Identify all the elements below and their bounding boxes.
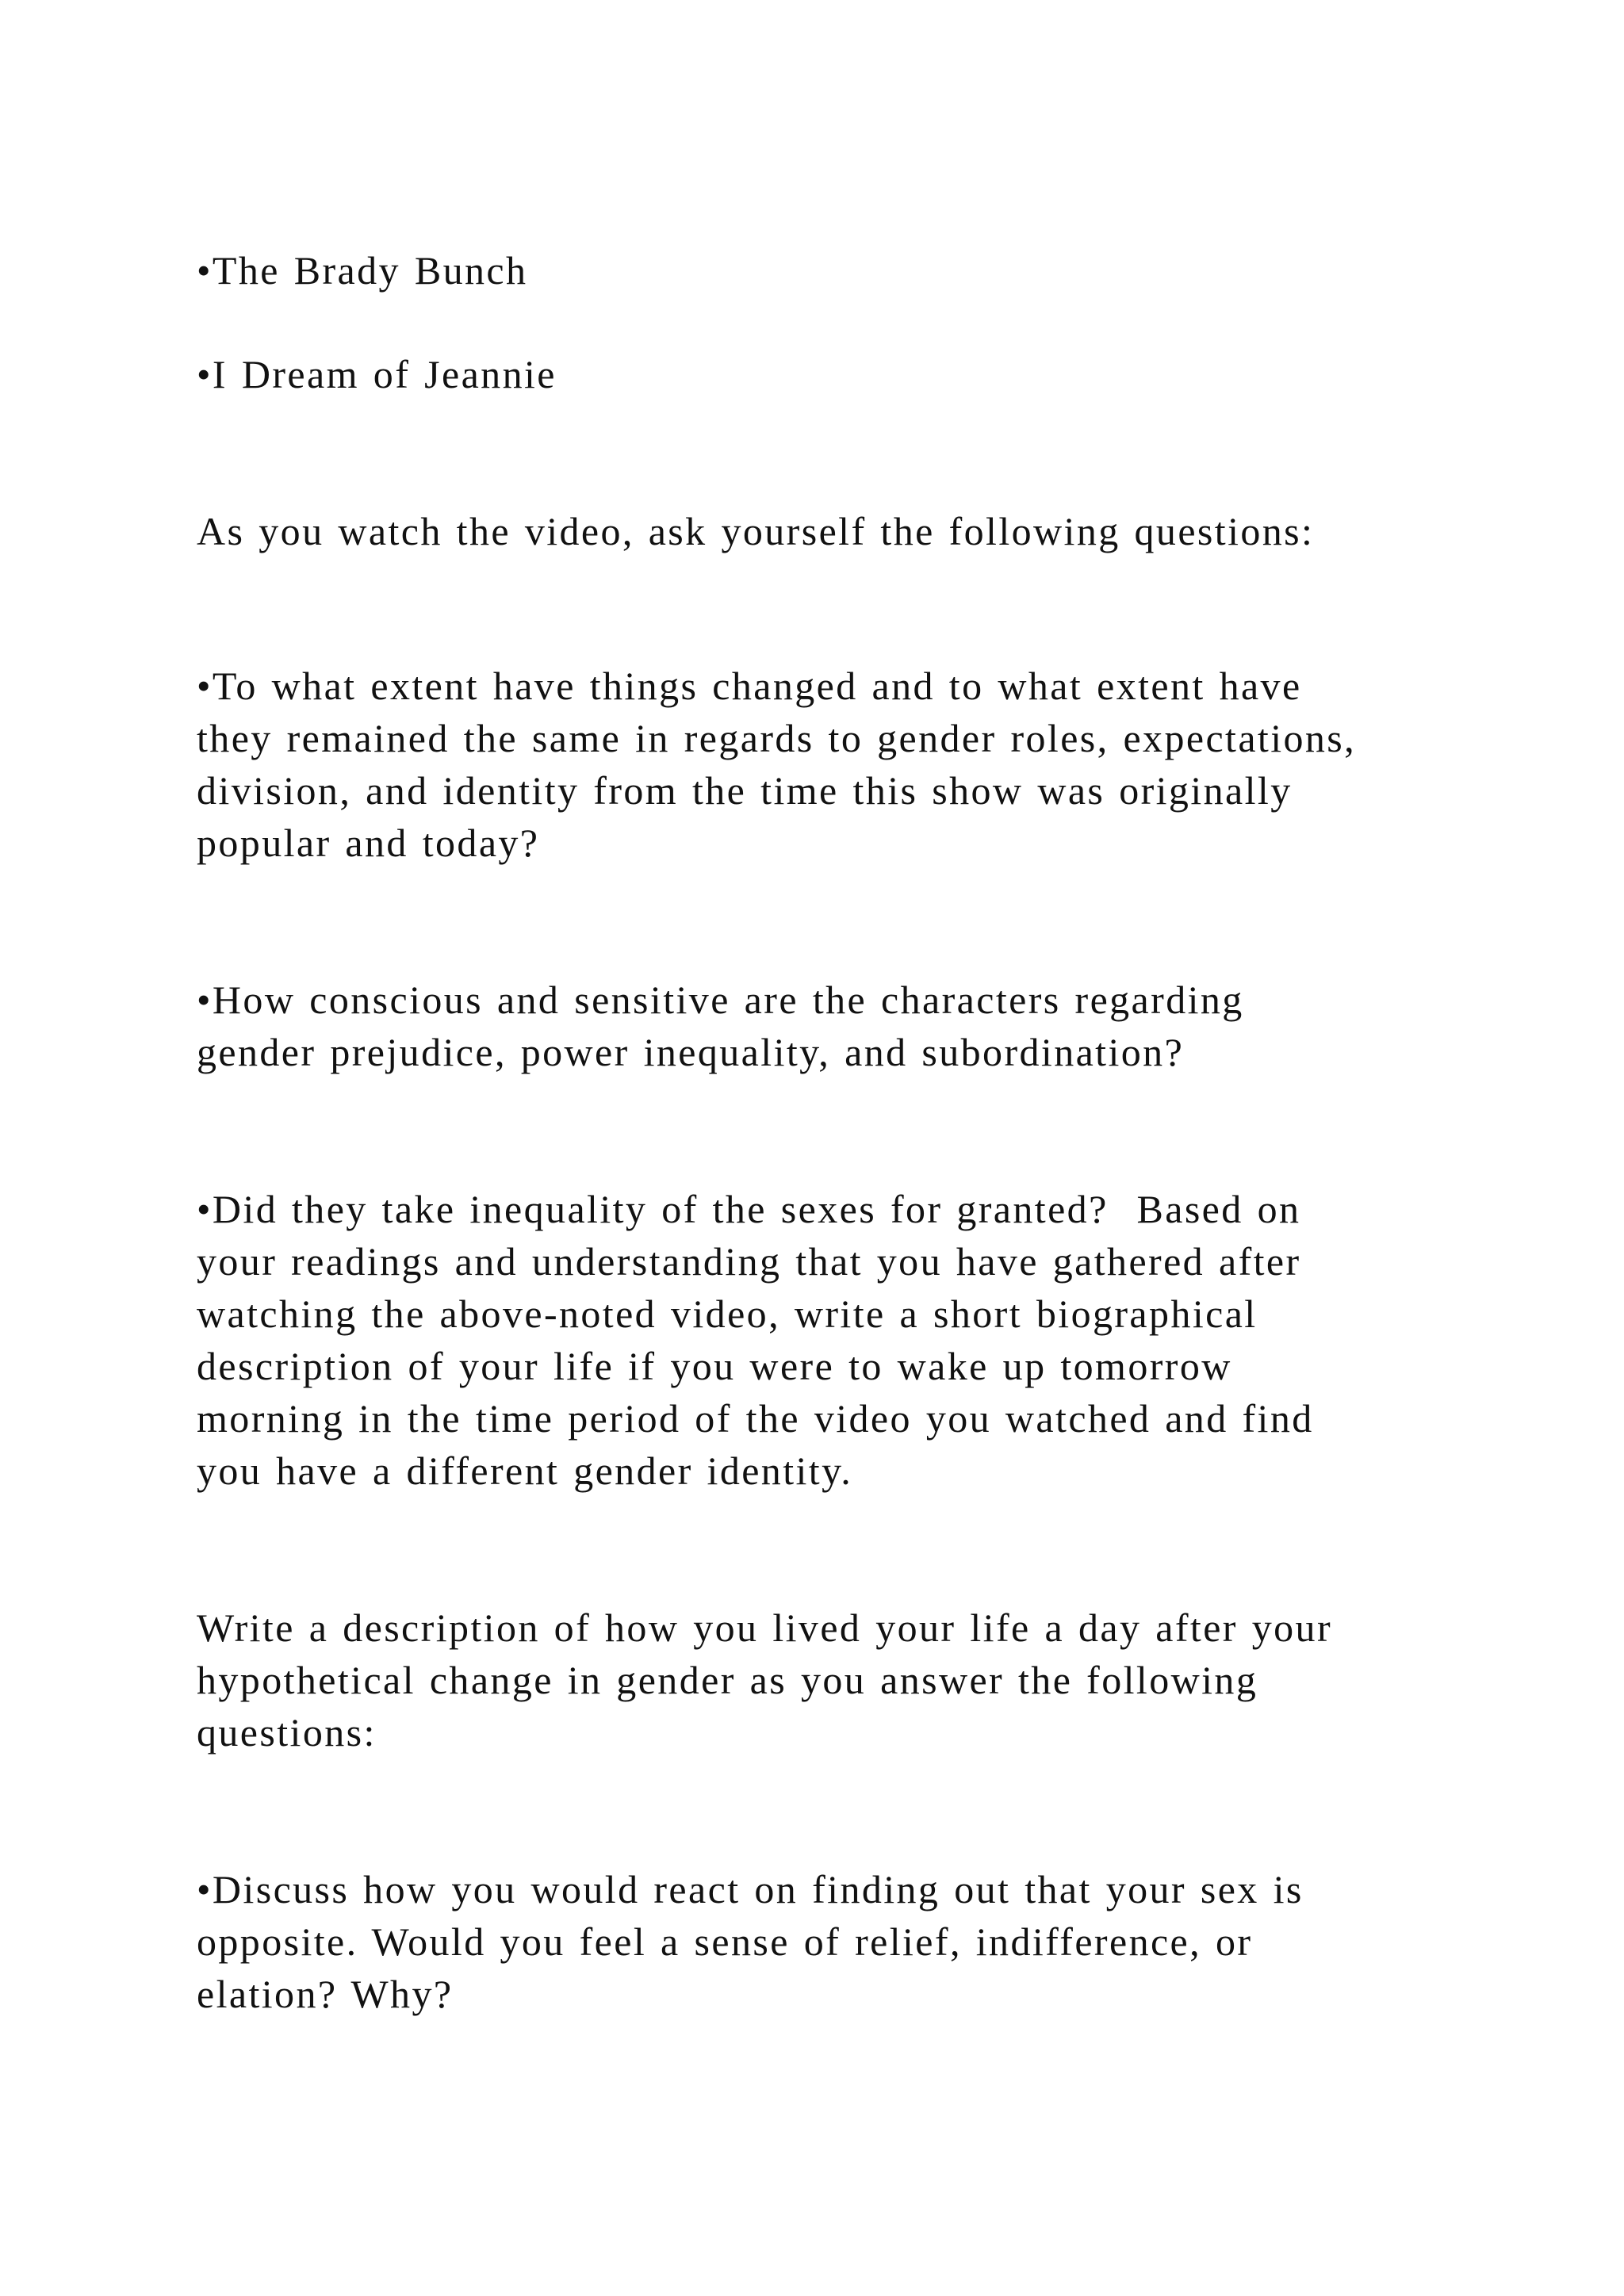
- question-1-line: division, and identity from the time this show was originally: [197, 768, 1293, 813]
- question-1-line: they remained the same in regards to gender roles, expectations,: [197, 716, 1357, 760]
- bullet-i-dream-of-jeannie: •I Dream of Jeannie: [197, 352, 557, 396]
- bullet-brady-bunch: •The Brady Bunch: [197, 248, 528, 293]
- instruction-line: questions:: [197, 1710, 377, 1755]
- question-3-line: your readings and understanding that you have gathered after: [197, 1239, 1301, 1284]
- question-4-line: opposite. Would you feel a sense of relief, indifference, or: [197, 1919, 1253, 1964]
- question-3-line: morning in the time period of the video you watched and find: [197, 1396, 1314, 1441]
- question-1-line: •To what extent have things changed and to what extent have: [197, 664, 1302, 708]
- instruction-line: Write a description of how you lived your life a day after your: [197, 1605, 1332, 1650]
- question-1-line: popular and today?: [197, 821, 540, 865]
- instruction-line: hypothetical change in gender as you answer the following: [197, 1658, 1258, 1702]
- question-3-line: description of your life if you were to wake up tomorrow: [197, 1344, 1232, 1388]
- question-3-line: you have a different gender identity.: [197, 1448, 853, 1493]
- question-2-line: gender prejudice, power inequality, and subordination?: [197, 1030, 1185, 1074]
- intro-sentence: As you watch the video, ask yourself the following questions:: [197, 509, 1315, 553]
- question-4-line: •Discuss how you would react on finding out that your sex is: [197, 1867, 1304, 1911]
- question-3-line: watching the above-noted video, write a short biographical: [197, 1292, 1258, 1336]
- question-4-line: elation? Why?: [197, 1972, 454, 2016]
- question-2-line: •How conscious and sensitive are the characters regarding: [197, 978, 1244, 1022]
- question-3-line: •Did they take inequality of the sexes for granted? Based on: [197, 1187, 1301, 1231]
